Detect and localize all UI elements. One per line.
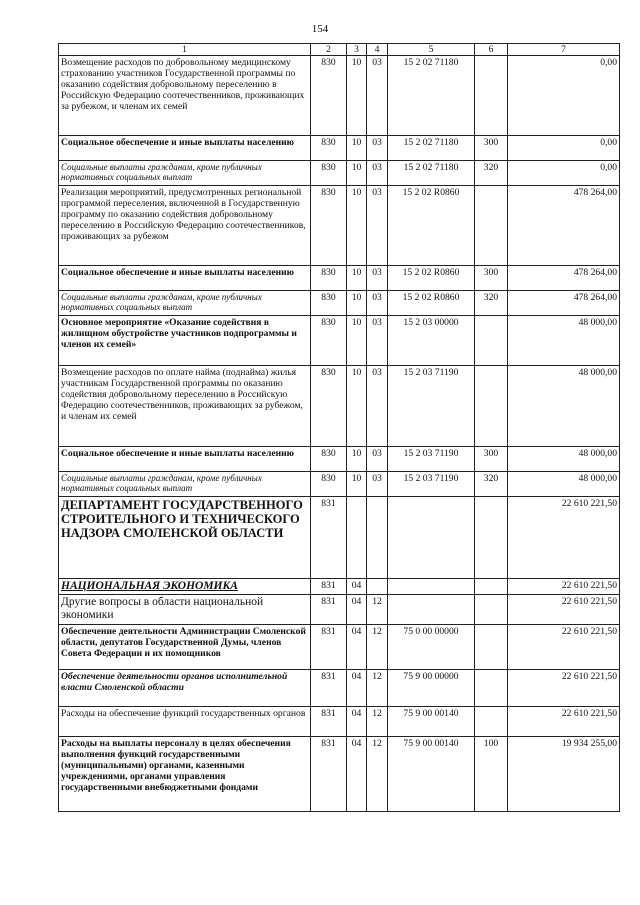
admin-code-cell: 830 (311, 266, 347, 291)
subsection-code-cell: 03 (367, 366, 388, 447)
table-row (59, 56, 620, 136)
header-cell: 6 (475, 44, 508, 56)
expense-type-cell (475, 316, 508, 366)
amount-cell: 48 000,00 (508, 366, 620, 447)
row-name-cell: Другие вопросы в области национальной экономики (59, 595, 311, 625)
section-code-cell: 10 (347, 56, 367, 136)
admin-code-cell: 830 (311, 447, 347, 472)
row-name-cell: Возмещение расходов по добровольному медицинскому страхованию участников Государственной программы по оказанию содействия добровольному переселению в Российскую Федерацию соотечественников, проживающих за рубежом, и членам их семей (59, 56, 311, 136)
target-article-cell: 15 2 03 71190 (388, 472, 475, 497)
table-row (59, 497, 620, 579)
row-name-cell: Обеспечение деятельности органов исполнительной власти Смоленской области (59, 670, 311, 707)
row-name-cell: Реализация мероприятий, предусмотренных региональной программой переселения, включенной в Государственную программу по оказанию содействия добровольному переселению в Российскую Федерацию соотечественников, проживающих за рубежом (59, 186, 311, 266)
target-article-cell: 15 2 02 R0860 (388, 291, 475, 316)
expense-type-cell (475, 497, 508, 579)
section-code-cell: 10 (347, 291, 367, 316)
expense-type-cell: 320 (475, 472, 508, 497)
section-code-cell: 04 (347, 737, 367, 812)
row-name-cell: Возмещение расходов по оплате найма (поднайма) жилья участникам Государственной программы по оказанию содействия добровольному переселению в Российскую Федерацию соотечественников, проживающих за рубежом, и членам их семей (59, 366, 311, 447)
expense-type-cell (475, 670, 508, 707)
header-cell: 1 (59, 44, 311, 56)
table-row (59, 579, 620, 595)
admin-code-cell: 830 (311, 161, 347, 186)
table-row (59, 670, 620, 707)
expense-type-cell (475, 579, 508, 595)
subsection-code-cell: 03 (367, 161, 388, 186)
amount-cell: 22 610 221,50 (508, 595, 620, 625)
section-code-cell: 10 (347, 136, 367, 161)
target-article-cell (388, 497, 475, 579)
subsection-code-cell: 03 (367, 56, 388, 136)
expense-type-cell (475, 625, 508, 670)
table-row (59, 625, 620, 670)
subsection-code-cell: 12 (367, 707, 388, 737)
subsection-code-cell: 12 (367, 670, 388, 707)
subsection-code-cell: 03 (367, 186, 388, 266)
expense-type-cell (475, 707, 508, 737)
row-name-cell: Социальные выплаты гражданам, кроме публичных нормативных социальных выплат (59, 472, 311, 497)
subsection-code-cell: 12 (367, 625, 388, 670)
table-row (59, 447, 620, 472)
row-name-cell: Социальное обеспечение и иные выплаты населению (59, 266, 311, 291)
row-name-cell: Основное мероприятие «Оказание содействия в жилищном обустройстве участников подпрограммы и членов их семей» (59, 316, 311, 366)
subsection-code-cell: 12 (367, 737, 388, 812)
admin-code-cell: 831 (311, 707, 347, 737)
row-name-cell: Расходы на обеспечение функций государственных органов (59, 707, 311, 737)
table-row (59, 186, 620, 266)
header-cell: 4 (367, 44, 388, 56)
table-row (59, 472, 620, 497)
section-code-cell: 10 (347, 472, 367, 497)
admin-code-cell: 830 (311, 366, 347, 447)
section-code-cell (347, 497, 367, 579)
amount-cell: 48 000,00 (508, 316, 620, 366)
target-article-cell: 15 2 03 00000 (388, 316, 475, 366)
expense-type-cell (475, 186, 508, 266)
table-row (59, 316, 620, 366)
amount-cell: 0,00 (508, 161, 620, 186)
amount-cell: 478 264,00 (508, 266, 620, 291)
subsection-code-cell: 03 (367, 472, 388, 497)
target-article-cell: 15 2 02 R0860 (388, 186, 475, 266)
admin-code-cell: 831 (311, 497, 347, 579)
table-row (59, 707, 620, 737)
budget-table (58, 43, 620, 812)
target-article-cell: 75 0 00 00000 (388, 625, 475, 670)
amount-cell: 478 264,00 (508, 291, 620, 316)
amount-cell: 48 000,00 (508, 447, 620, 472)
amount-cell: 478 264,00 (508, 186, 620, 266)
target-article-cell: 75 9 00 00140 (388, 707, 475, 737)
target-article-cell: 15 2 02 71180 (388, 56, 475, 136)
amount-cell: 0,00 (508, 136, 620, 161)
amount-cell: 48 000,00 (508, 472, 620, 497)
target-article-cell (388, 579, 475, 595)
section-code-cell: 10 (347, 366, 367, 447)
section-code-cell: 10 (347, 186, 367, 266)
expense-type-cell (475, 595, 508, 625)
amount-cell: 22 610 221,50 (508, 625, 620, 670)
header-cell: 5 (388, 44, 475, 56)
page-number: 154 (311, 23, 329, 35)
target-article-cell: 15 2 02 71180 (388, 161, 475, 186)
subsection-code-cell: 03 (367, 266, 388, 291)
row-name-cell: Социальные выплаты гражданам, кроме публичных нормативных социальных выплат (59, 291, 311, 316)
expense-type-cell: 320 (475, 291, 508, 316)
amount-cell: 22 610 221,50 (508, 497, 620, 579)
table-row (59, 266, 620, 291)
section-code-cell: 10 (347, 266, 367, 291)
target-article-cell: 75 9 00 00000 (388, 670, 475, 707)
header-cell: 2 (311, 44, 347, 56)
admin-code-cell: 831 (311, 595, 347, 625)
target-article-cell: 15 2 03 71190 (388, 366, 475, 447)
admin-code-cell: 830 (311, 472, 347, 497)
admin-code-cell: 831 (311, 625, 347, 670)
target-article-cell (388, 595, 475, 625)
table-row (59, 595, 620, 625)
table-row (59, 291, 620, 316)
row-name-cell: Социальное обеспечение и иные выплаты населению (59, 447, 311, 472)
admin-code-cell: 831 (311, 579, 347, 595)
section-code-cell: 04 (347, 579, 367, 595)
expense-type-cell: 300 (475, 447, 508, 472)
expense-type-cell (475, 366, 508, 447)
admin-code-cell: 830 (311, 136, 347, 161)
admin-code-cell: 830 (311, 186, 347, 266)
expense-type-cell: 320 (475, 161, 508, 186)
admin-code-cell: 830 (311, 291, 347, 316)
table-row (59, 737, 620, 812)
subsection-code-cell (367, 579, 388, 595)
amount-cell: 19 934 255,00 (508, 737, 620, 812)
row-name-cell: ДЕПАРТАМЕНТ ГОСУДАРСТВЕННОГО СТРОИТЕЛЬНОГО И ТЕХНИЧЕСКОГО НАДЗОРА СМОЛЕНСКОЙ ОБЛАСТИ (59, 497, 311, 579)
table-row (59, 161, 620, 186)
expense-type-cell: 300 (475, 266, 508, 291)
subsection-code-cell: 03 (367, 291, 388, 316)
section-code-cell: 10 (347, 316, 367, 366)
expense-type-cell: 300 (475, 136, 508, 161)
subsection-code-cell (367, 497, 388, 579)
amount-cell: 22 610 221,50 (508, 579, 620, 595)
expense-type-cell: 100 (475, 737, 508, 812)
table-row (59, 136, 620, 161)
section-code-cell: 04 (347, 670, 367, 707)
header-row (59, 44, 620, 56)
section-code-cell: 04 (347, 625, 367, 670)
subsection-code-cell: 12 (367, 595, 388, 625)
row-name-cell: НАЦИОНАЛЬНАЯ ЭКОНОМИКА (59, 579, 311, 595)
target-article-cell: 15 2 02 R0860 (388, 266, 475, 291)
admin-code-cell: 831 (311, 670, 347, 707)
expense-type-cell (475, 56, 508, 136)
row-name-cell: Социальное обеспечение и иные выплаты населению (59, 136, 311, 161)
header-cell: 3 (347, 44, 367, 56)
amount-cell: 0,00 (508, 56, 620, 136)
target-article-cell: 15 2 03 71190 (388, 447, 475, 472)
subsection-code-cell: 03 (367, 136, 388, 161)
section-code-cell: 04 (347, 707, 367, 737)
admin-code-cell: 830 (311, 316, 347, 366)
header-cell: 7 (508, 44, 620, 56)
row-name-cell: Расходы на выплаты персоналу в целях обеспечения выполнения функций государственными (муниципальными) органами, казенными учреждениями, органами управления государственными внебюджетными фондами (59, 737, 311, 812)
admin-code-cell: 831 (311, 737, 347, 812)
subsection-code-cell: 03 (367, 447, 388, 472)
section-code-cell: 04 (347, 595, 367, 625)
target-article-cell: 75 9 00 00140 (388, 737, 475, 812)
section-code-cell: 10 (347, 161, 367, 186)
row-name-cell: Обеспечение деятельности Администрации Смоленской области, депутатов Государственной Думы, членов Совета Федерации и их помощников (59, 625, 311, 670)
amount-cell: 22 610 221,50 (508, 707, 620, 737)
subsection-code-cell: 03 (367, 316, 388, 366)
target-article-cell: 15 2 02 71180 (388, 136, 475, 161)
table-row (59, 366, 620, 447)
amount-cell: 22 610 221,50 (508, 670, 620, 707)
section-code-cell: 10 (347, 447, 367, 472)
admin-code-cell: 830 (311, 56, 347, 136)
row-name-cell: Социальные выплаты гражданам, кроме публичных нормативных социальных выплат (59, 161, 311, 186)
